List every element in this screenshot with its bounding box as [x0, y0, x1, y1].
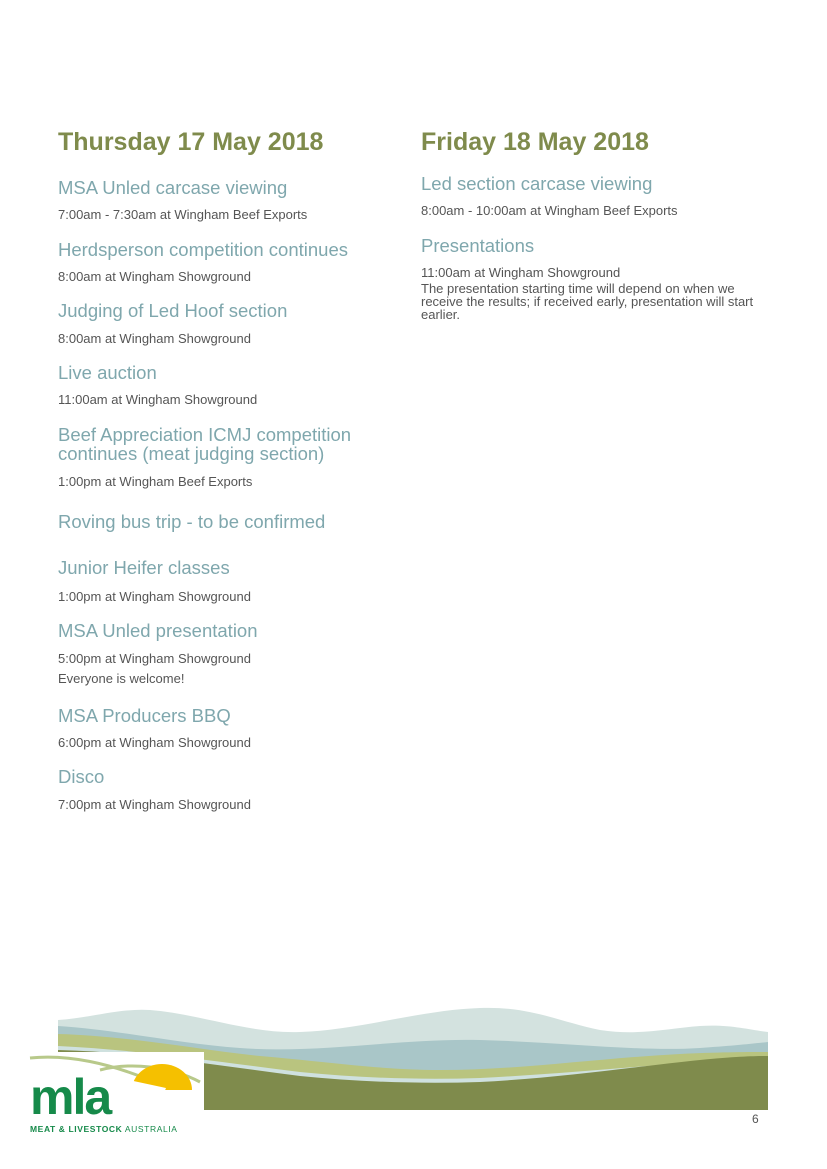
- logo-wordmark: mla: [30, 1069, 111, 1125]
- event-live-auction: [58, 363, 398, 406]
- event-title: Roving bus trip - to be confirmed: [58, 511, 326, 532]
- event-detail: 8:00am at Wingham Showground: [58, 331, 251, 346]
- event-title: Live auction: [58, 362, 157, 383]
- event-detail: 1:00pm at Wingham Beef Exports: [58, 474, 253, 489]
- event-detail: 11:00am at Wingham Showground: [58, 392, 258, 407]
- event-note: Everyone is welcome!: [58, 671, 185, 686]
- event-detail: 11:00am at Wingham Showground: [421, 265, 621, 280]
- event-title: Disco: [58, 766, 105, 787]
- event-title: Junior Heifer classes: [58, 557, 230, 578]
- event-detail: 1:00pm at Wingham Showground: [58, 589, 251, 604]
- event-title: MSA Unled presentation: [58, 620, 258, 641]
- event-led-hoof: [58, 301, 398, 345]
- event-detail: 7:00am - 7:30am at Wingham Beef Exports: [58, 207, 308, 222]
- event-title: MSA Producers BBQ: [58, 705, 231, 726]
- event-msa-unled-presentation: [58, 621, 398, 685]
- event-beef-appreciation: [58, 425, 398, 488]
- logo-tagline-accent: AUSTRALIA: [124, 1124, 178, 1134]
- event-detail: 7:00pm at Wingham Showground: [58, 797, 251, 812]
- mla-logo: [30, 1069, 205, 1134]
- friday-heading: Friday 18 May 2018: [421, 128, 649, 156]
- event-herdsperson: [58, 240, 398, 283]
- event-detail: 8:00am at Wingham Showground: [58, 269, 251, 284]
- event-disco: [58, 767, 398, 811]
- event-junior-heifer: [58, 558, 398, 603]
- event-msa-unled-viewing: [58, 178, 398, 221]
- event-note: The presentation starting time will depend on when we receive the results; if received early, presentation will start earlier.: [421, 281, 754, 322]
- event-title: Judging of Led Hoof section: [58, 300, 288, 321]
- event-title: Beef Appreciation ICMJ competition continues (meat judging section): [58, 424, 352, 464]
- event-led-carcase-viewing: [421, 174, 771, 217]
- event-producers-bbq: [58, 706, 398, 749]
- event-roving-bus: [58, 512, 398, 531]
- thursday-heading: Thursday 17 May 2018: [58, 128, 324, 156]
- event-detail: 8:00am - 10:00am at Wingham Beef Exports: [421, 203, 678, 218]
- event-title: Presentations: [421, 235, 535, 256]
- logo-tagline: [30, 1124, 205, 1134]
- event-detail: 5:00pm at Wingham Showground: [58, 651, 251, 666]
- event-title: Herdsperson competition continues: [58, 239, 348, 260]
- event-title: Led section carcase viewing: [421, 173, 653, 194]
- event-title: MSA Unled carcase viewing: [58, 177, 288, 198]
- logo-tagline-main: MEAT & LIVESTOCK: [30, 1124, 123, 1134]
- event-presentations: [421, 236, 771, 321]
- page-number: 6: [752, 1112, 759, 1126]
- event-detail: 6:00pm at Wingham Showground: [58, 735, 251, 750]
